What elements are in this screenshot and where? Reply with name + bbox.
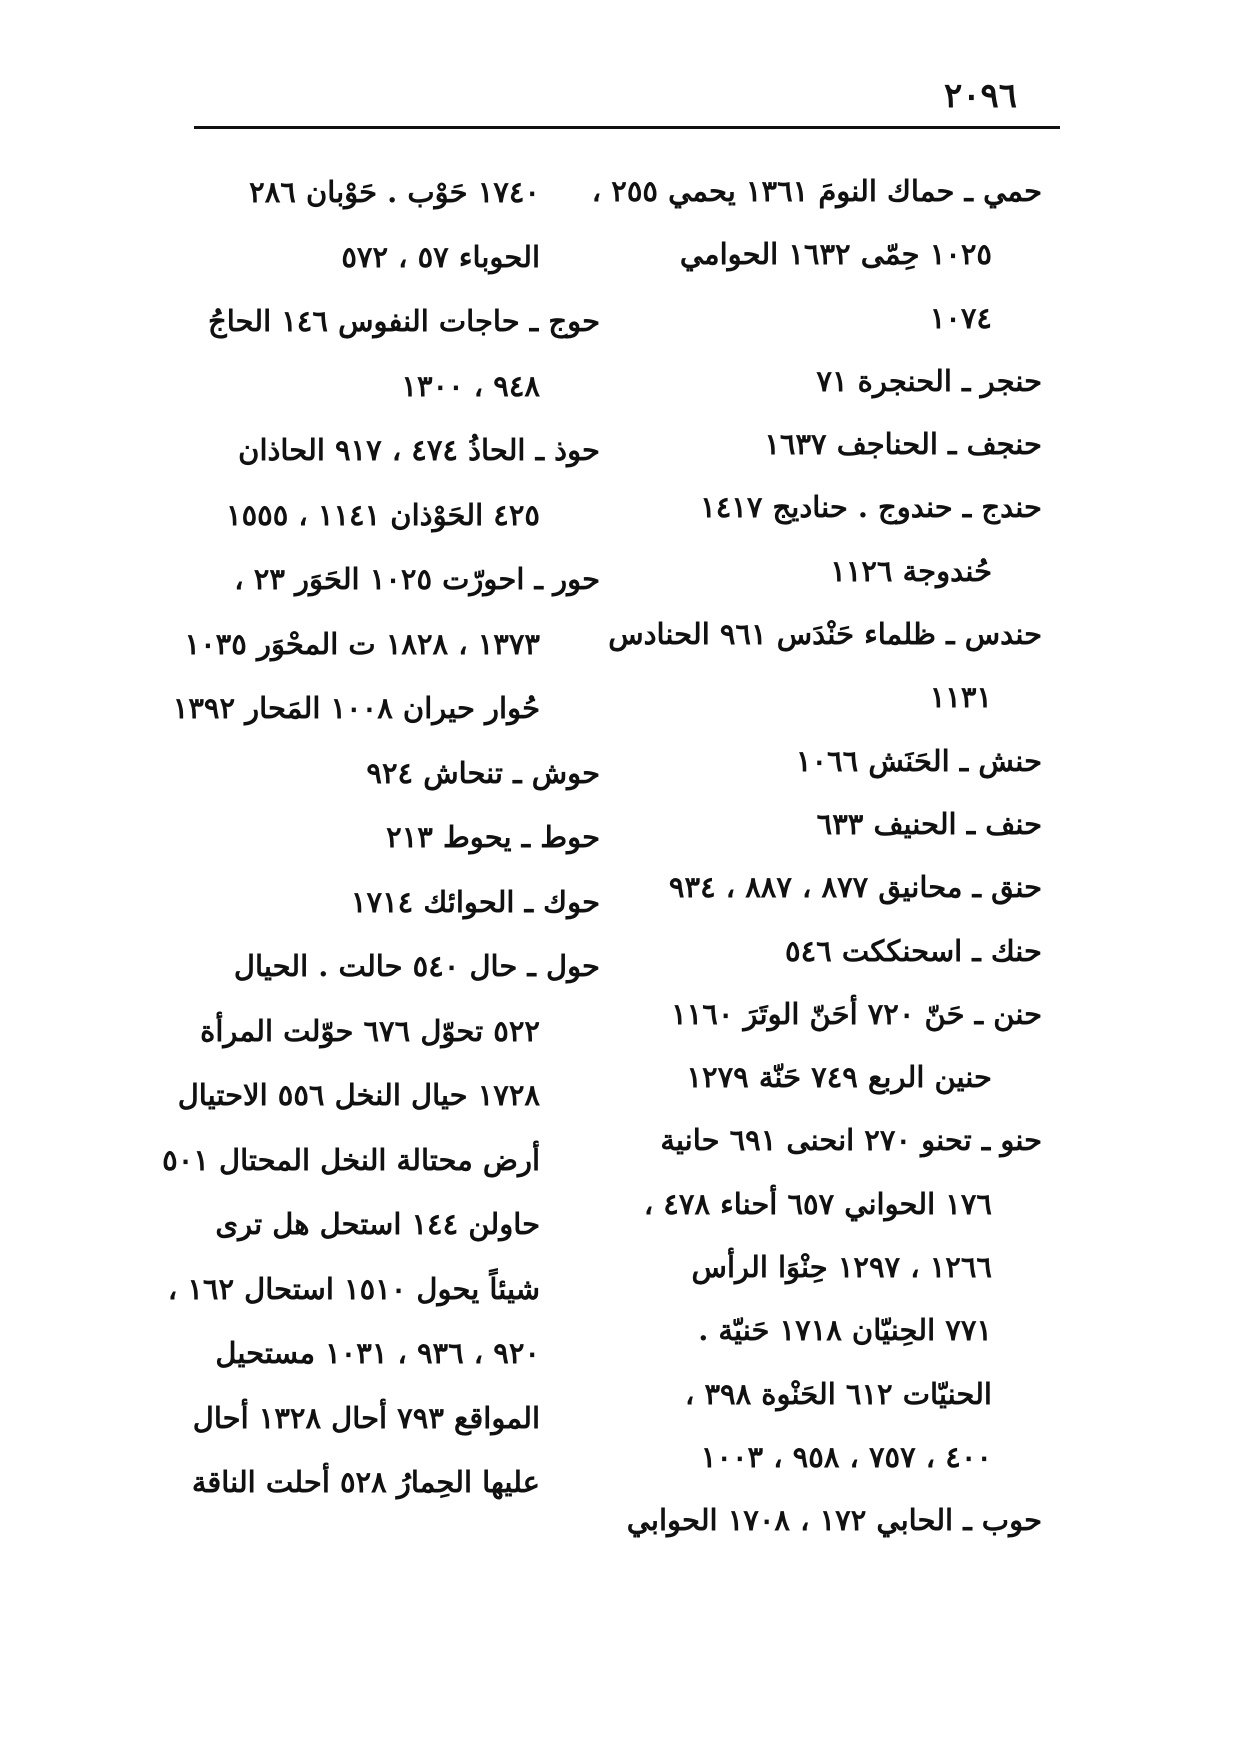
page-number: ٢٠٩٦ — [944, 76, 1018, 116]
index-line: حنجف ـ الحناجف ١٦٣٧ — [764, 427, 1042, 462]
index-line: حوج ـ حاجات النفوس ١٤٦ الحاجُ — [207, 304, 600, 338]
index-line: حندس ـ ظلماء حَنْدَس ٩٦١ الحنادس — [608, 617, 1042, 652]
index-line: ٧٧١ الحِنيّان ١٧١٨ حَنيّة . — [698, 1313, 992, 1348]
index-line: ١٧٢٨ حيال النخل ٥٥٦ الاحتيال — [177, 1078, 540, 1112]
index-line: حوك ـ الحوائك ١٧١٤ — [350, 884, 600, 919]
index-line: أرض محتالة النخل المحتال ٥٠١ — [162, 1142, 540, 1177]
left-column — [162, 160, 600, 1515]
index-line: حاولن ١٤٤ استحل هل ترى — [215, 1207, 540, 1241]
index-line: حنش ـ الحَنَش ١٠٦٦ — [795, 743, 1042, 778]
index-line: ٤٠٠ ، ٧٥٧ ، ٩٥٨ ، ١٠٠٣ — [700, 1439, 992, 1474]
index-line: ٩٢٠ ، ٩٣٦ ، ١٠٣١ مستحيل — [215, 1336, 540, 1370]
index-line: ١٠٢٥ حِمّى ١٦٣٢ الحوامي — [679, 237, 992, 272]
index-line: حول ـ حال ٥٤٠ حالت . الحيال — [233, 949, 600, 983]
index-line: ٤٢٥ الحَوْذان ١١٤١ ، ١٥٥٥ — [226, 497, 540, 532]
index-line: ١٧٤٠ حَوْب . حَوْبان ٢٨٦ — [249, 175, 540, 209]
index-line: حنن ـ حَنّ ٧٢٠ أحَنّ الوتَرَ ١١٦٠ — [671, 996, 1042, 1031]
index-line: شيئاً يحول ١٥١٠ استحال ١٦٢ ، — [167, 1271, 540, 1306]
right-column — [591, 160, 1042, 1553]
index-line: حُوار حيران ١٠٠٨ المَحار ١٣٩٢ — [172, 691, 540, 725]
index-line: حنين الربع ٧٤٩ حَنّة ١٢٧٩ — [686, 1060, 992, 1095]
index-line: ١٧٦ الحواني ٦٥٧ أحناء ٤٧٨ ، — [643, 1186, 992, 1221]
index-line: حمي ـ حماك النومَ ١٣٦١ يحمي ٢٥٥ ، — [591, 174, 1042, 208]
index-line: حوط ـ يحوط ٢١٣ — [386, 820, 600, 854]
index-line: حنف ـ الحنيف ٦٣٣ — [816, 806, 1042, 841]
index-line: حوب ـ الحابي ١٧٢ ، ١٧٠٨ الحوابي — [626, 1503, 1042, 1538]
index-line: الحوباء ٥٧ ، ٥٧٢ — [341, 239, 540, 274]
index-line: حوذ ـ الحاذُ ٤٧٤ ، ٩١٧ الحاذان — [238, 433, 600, 467]
index-line: حندج ـ حندوج . حناديج ١٤١٧ — [700, 490, 1042, 525]
index-line: ١١٣١ — [929, 680, 992, 715]
header-rule — [194, 126, 1060, 129]
index-line: الحنيّات ٦١٢ الحَنْوة ٣٩٨ ، — [684, 1376, 992, 1411]
index-line: ١٠٧٤ — [929, 300, 992, 335]
index-line: المواقع ٧٩٣ أحال ١٣٢٨ أحال — [192, 1400, 540, 1435]
index-line: عليها الحِمارُ ٥٢٨ أحلت الناقة — [191, 1465, 540, 1499]
index-line: حُندوجة ١١٢٦ — [830, 553, 992, 588]
index-line: حوش ـ تنحاش ٩٢٤ — [366, 755, 600, 790]
index-line: حنك ـ اسحنككت ٥٤٦ — [785, 933, 1042, 968]
index-line: حنجر ـ الحنجرة ٧١ — [816, 363, 1042, 398]
index-line: ٥٢٢ تحوّل ٦٧٦ حوّلت المرأة — [200, 1013, 540, 1048]
index-line: ٩٤٨ ، ١٣٠٠ — [401, 368, 540, 403]
index-line: ١٢٦٦ ، ١٢٩٧ حِنْوَا الرأس — [691, 1250, 992, 1285]
index-line: حنو ـ تحنو ٢٧٠ انحنى ٦٩١ حانية — [660, 1123, 1042, 1158]
index-line: حور ـ احورّت ١٠٢٥ الحَوَر ٢٣ ، — [234, 562, 600, 596]
index-line: حنق ـ محانيق ٨٧٧ ، ٨٨٧ ، ٩٣٤ — [668, 870, 1042, 905]
index-line: ١٣٧٣ ، ١٨٢٨ ت المحْوَر ١٠٣٥ — [184, 626, 540, 661]
